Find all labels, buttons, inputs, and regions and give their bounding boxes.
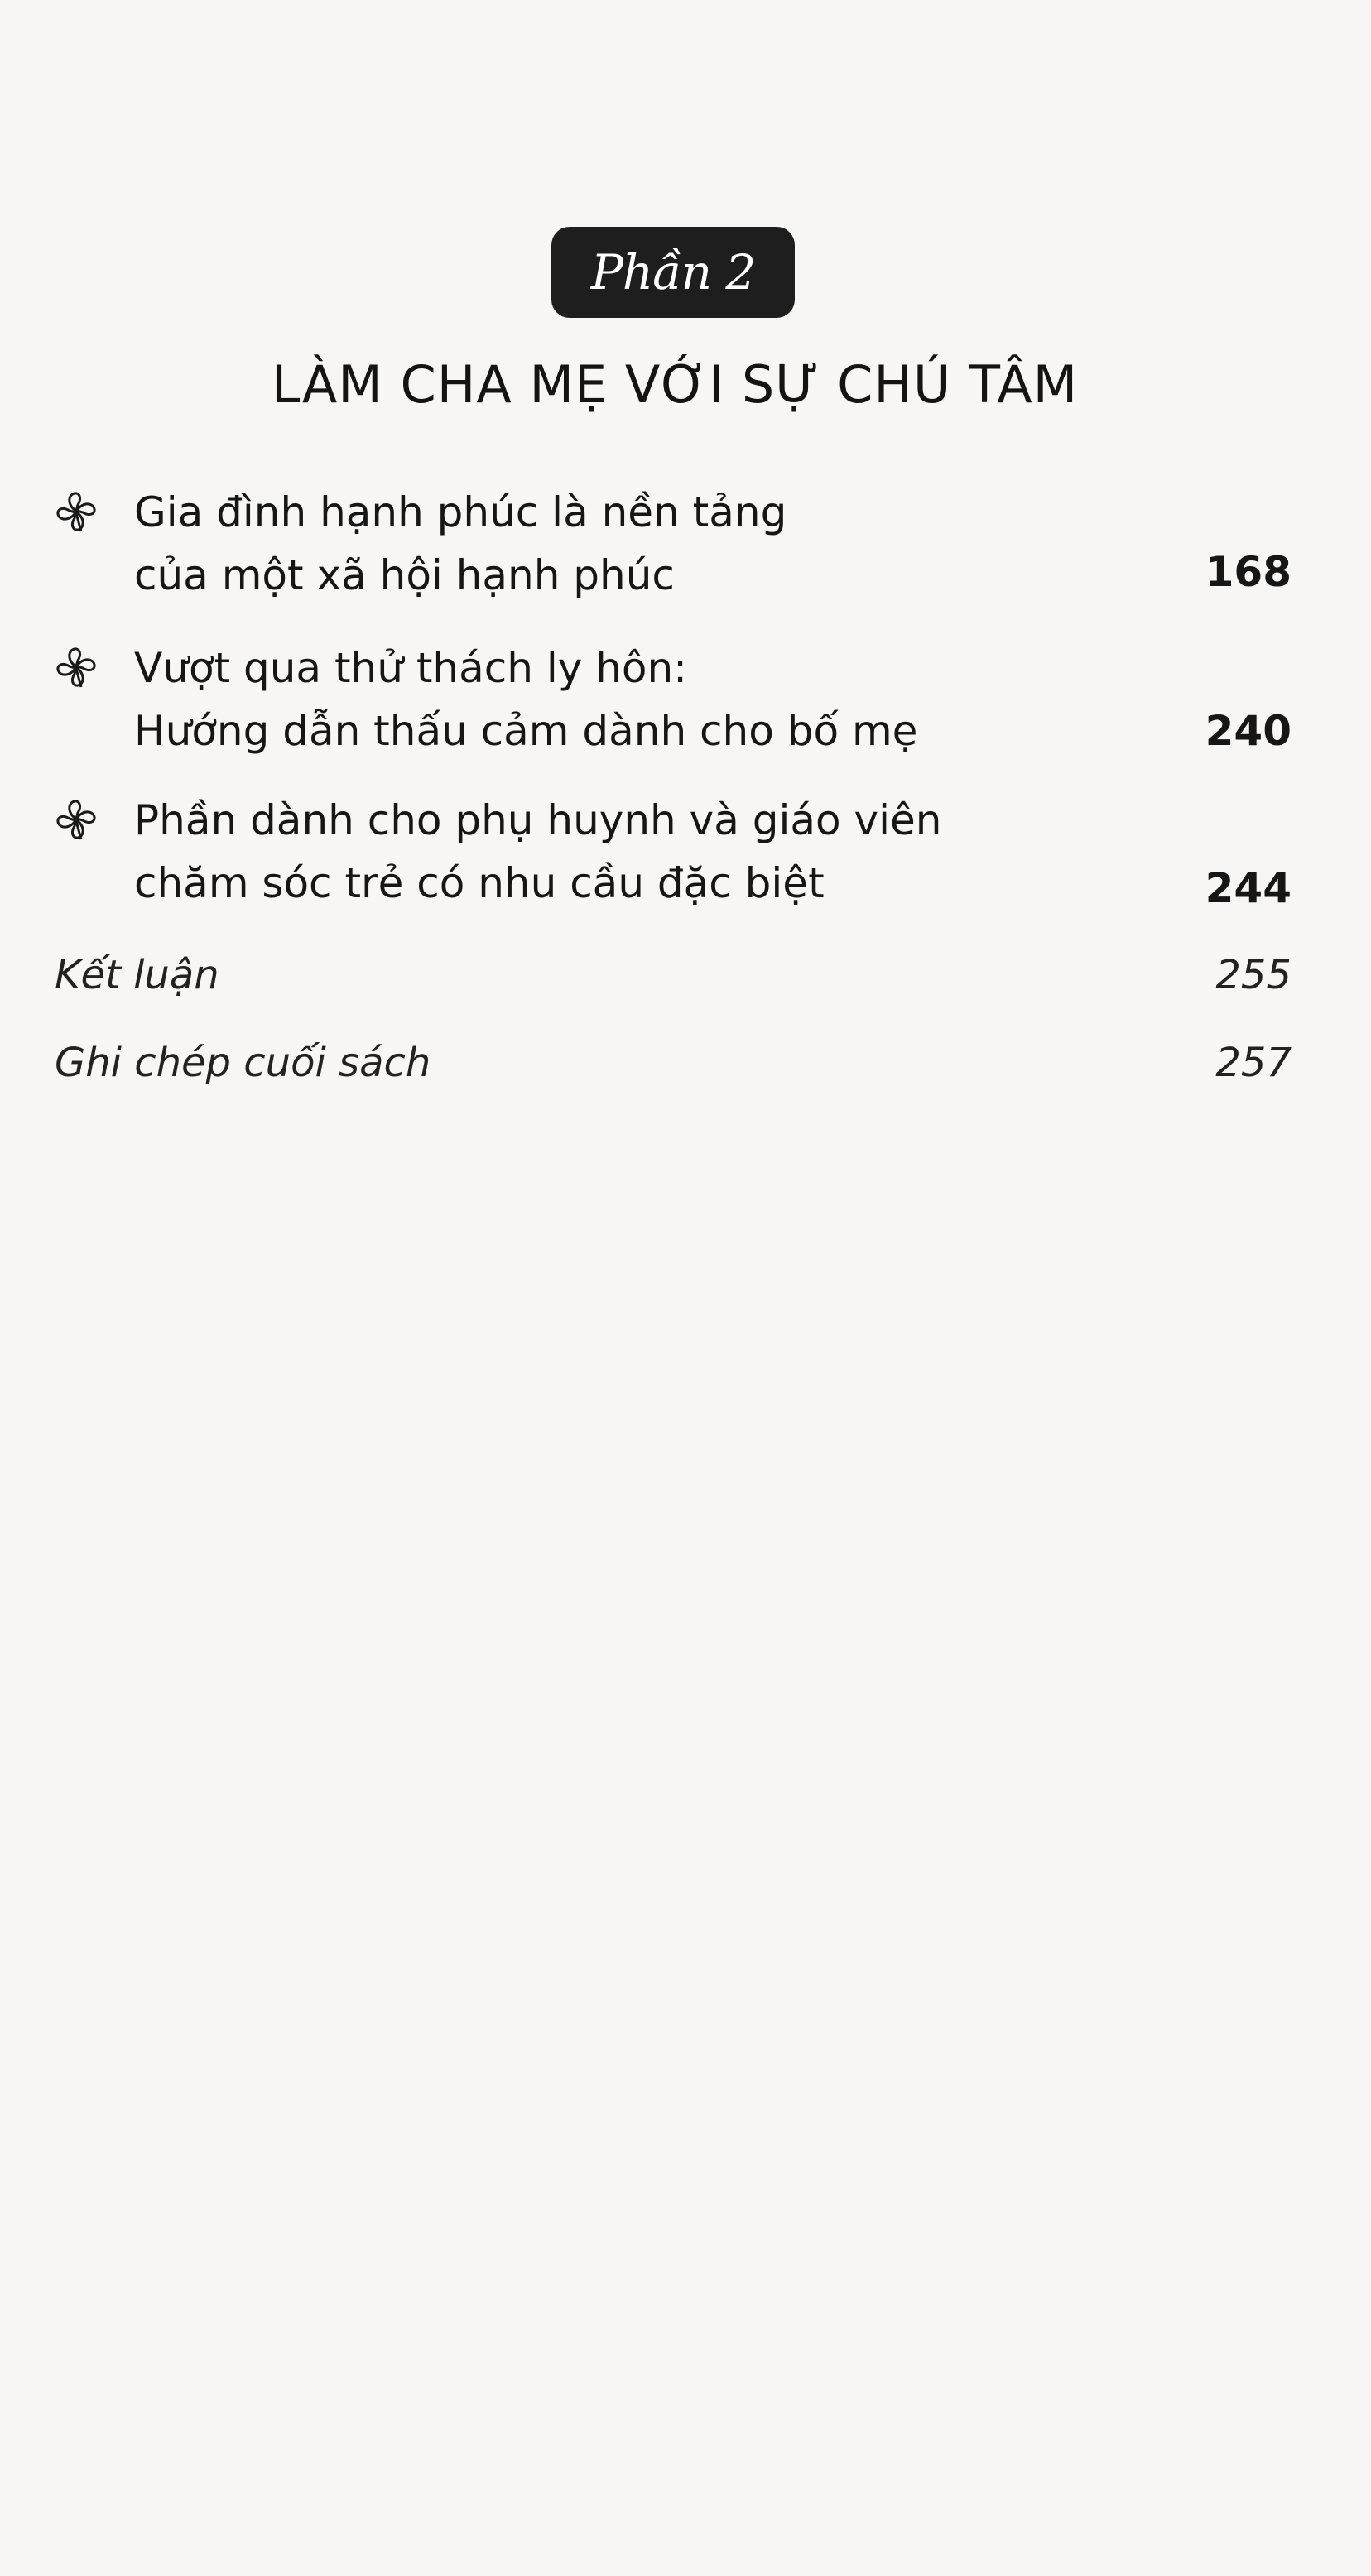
toc-entry-line: chăm sóc trẻ có nhu cầu đặc biệt: [134, 859, 825, 907]
toc-entry-line: của một xã hội hạnh phúc: [134, 551, 675, 599]
toc-entry-line: Gia đình hạnh phúc là nền tảng: [134, 488, 787, 536]
part-badge: [551, 227, 795, 318]
toc-page-number: 168: [1205, 548, 1292, 596]
toc-entry[interactable]: [0, 644, 1371, 776]
toc-entry-line: Hướng dẫn thấu cảm dành cho bố mẹ: [134, 707, 918, 755]
toc-entry-endnotes[interactable]: [0, 1040, 1371, 1098]
toc-entry-line: Vượt qua thử thách ly hôn:: [134, 644, 688, 692]
clover-flower-icon: [53, 796, 99, 843]
part-badge-label: Phần 2: [590, 244, 756, 300]
toc-page-number: 240: [1205, 707, 1292, 755]
section-title: LÀM CHA MẸ VỚI SỰ CHÚ TÂM: [271, 354, 1079, 415]
toc-entry[interactable]: [0, 488, 1371, 621]
toc-entry-line: Phần dành cho phụ huynh và giáo viên: [134, 796, 942, 844]
toc-page-number: 244: [1205, 864, 1292, 912]
toc-entry-conclusion[interactable]: [0, 952, 1371, 1010]
clover-flower-icon: [53, 644, 99, 690]
toc-page-number: 257: [1215, 1040, 1292, 1086]
toc-entry-label: Kết luận: [55, 952, 219, 998]
toc-page-number: 255: [1215, 952, 1292, 998]
toc-entry-label: Ghi chép cuối sách: [55, 1040, 431, 1086]
toc-entry[interactable]: [0, 796, 1371, 929]
clover-flower-icon: [53, 488, 99, 535]
